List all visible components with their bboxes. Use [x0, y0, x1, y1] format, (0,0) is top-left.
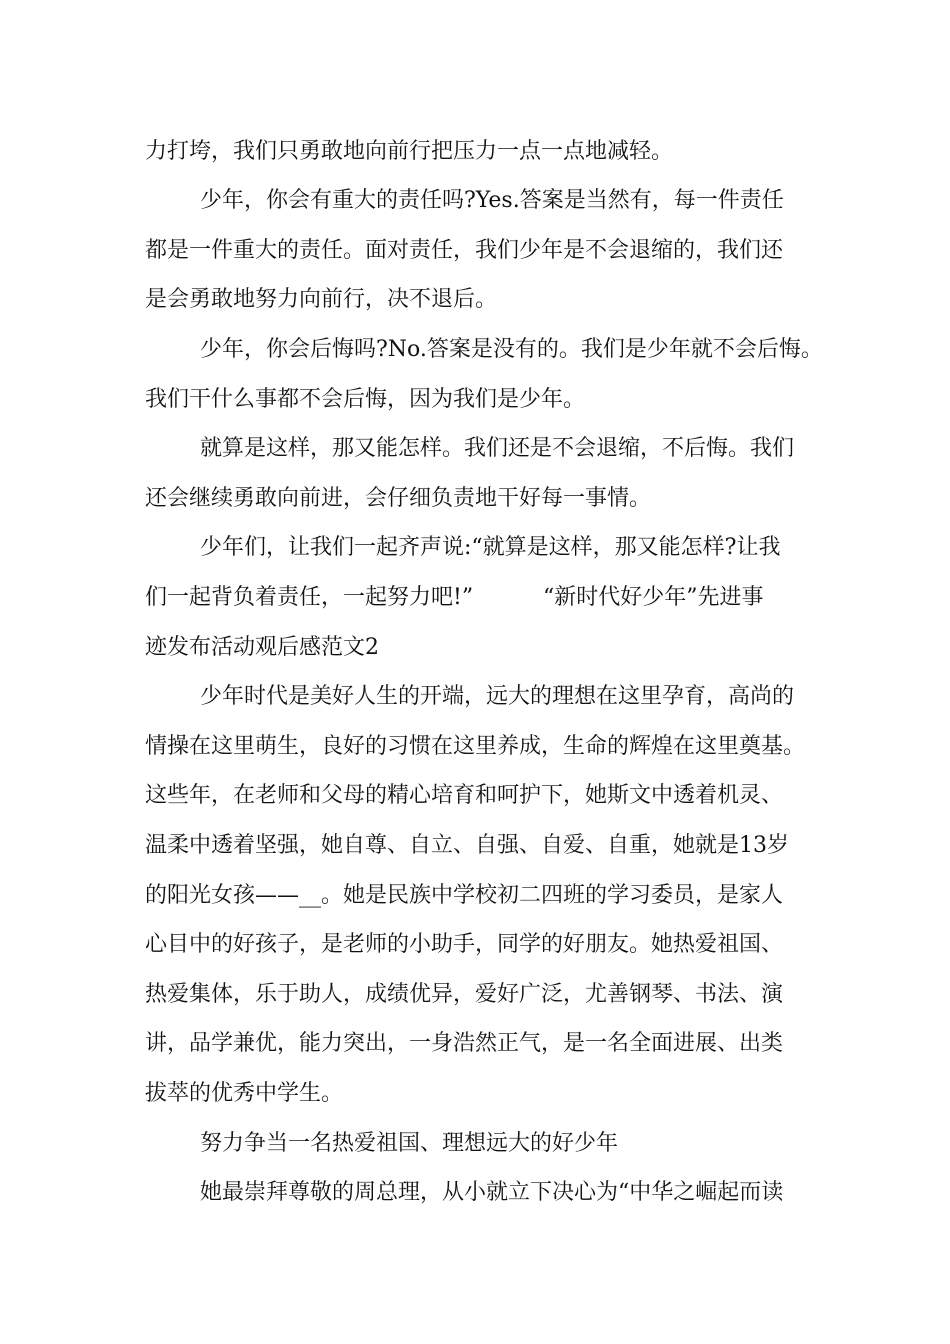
text-line: 讲，品学兼优，能力突出，一身浩然正气，是一名全面进展、出类 [145, 1031, 784, 1056]
section-heading: 努力争当一名热爱祖国、理想远大的好少年 [200, 1131, 619, 1156]
text-line: 少年时代是美好人生的开端，远大的理想在这里孕育，高尚的 [200, 684, 795, 709]
text-line: 拔萃的优秀中学生。 [145, 1081, 344, 1106]
text-line: 少年们，让我们一起齐声说:“就算是这样，那又能怎样?让我 [200, 535, 781, 560]
text-line: 是会勇敢地努力向前行，决不退后。 [145, 287, 498, 312]
text-line: 迹发布活动观后感范文2 [145, 635, 379, 660]
text-line: 少年，你会后悔吗?No.答案是没有的。我们是少年就不会后悔。 [200, 337, 823, 362]
text-line: 她最崇拜尊敬的周总理，从小就立下决心为“中华之崛起而读 [200, 1180, 784, 1205]
text-line: 这些年，在老师和父母的精心培育和呵护下，她斯文中透着机灵、 [145, 783, 784, 808]
text-line: 热爱集体，乐于助人，成绩优异，爱好广泛，尤善钢琴、书法、演 [145, 982, 784, 1007]
text-line: 我们干什么事都不会后悔，因为我们是少年。 [145, 387, 586, 412]
text-line: 就算是这样，那又能怎样。我们还是不会退缩，不后悔。我们 [200, 436, 795, 461]
text-line: 心目中的好孩子，是老师的小助手，同学的好朋友。她热爱祖国、 [145, 932, 784, 957]
text-line: 力打垮，我们只勇敢地向前行把压力一点一点地减轻。 [145, 139, 674, 164]
text-line: 少年，你会有重大的责任吗?Yes.答案是当然有，每一件责任 [200, 188, 784, 213]
text-line: 的阳光女孩——__。她是民族中学校初二四班的学习委员，是家人 [145, 883, 784, 908]
text-line: 们一起背负着责任，一起努力吧!” “新时代好少年”先进事 [145, 585, 764, 610]
text-line: 情操在这里萌生，良好的习惯在这里养成，生命的辉煌在这里奠基。 [145, 734, 806, 759]
text-line: 温柔中透着坚强，她自尊、自立、自强、自爱、自重，她就是13岁 [145, 833, 789, 858]
text-line: 都是一件重大的责任。面对责任，我们少年是不会退缩的，我们还 [145, 238, 784, 263]
text-line: 还会继续勇敢向前进，会仔细负责地干好每一事情。 [145, 486, 652, 511]
